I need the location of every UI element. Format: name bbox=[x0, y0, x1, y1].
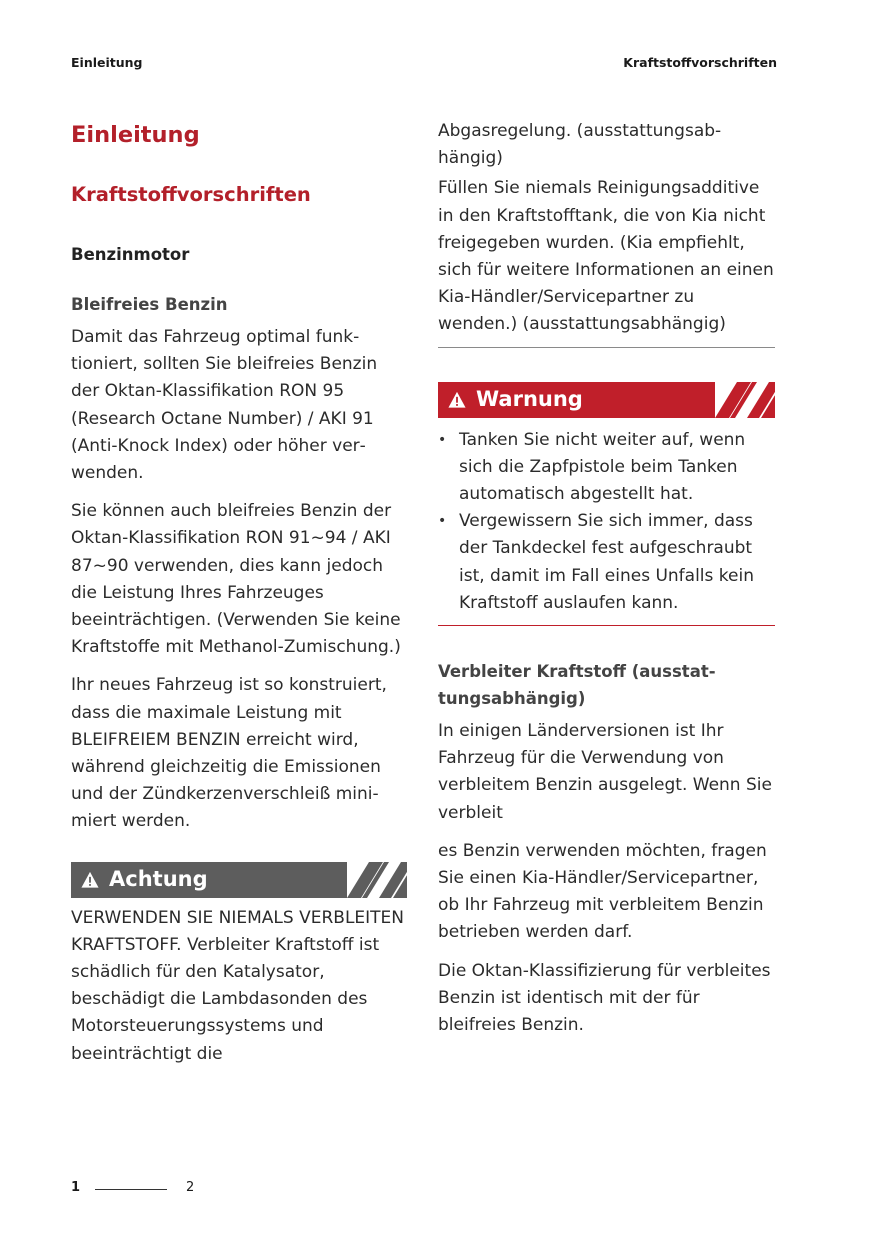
page-number-next: 2 bbox=[186, 1180, 195, 1195]
paragraph: Sie können auch bleifreies Benzin der Oktan-Klassifikation RON 91~94 / AKI 87~90 verwenden, dies kann jedoch die Leistung Ihres Fahrzeuges beeinträchtigen. (Verwenden Sie keine Kraftstoffe mit Methanol-Zumischung.) bbox=[71, 501, 401, 658]
paragraph: Die Oktan-Klassifizierung für verbleites Benzin ist identisch mit der für bleifreies Benzin. bbox=[438, 960, 771, 1036]
additive-paragraph: Füllen Sie niemals Reinigungsadditive in den Kraftstofftank, die von Kia nicht freigegeben wurden. (Kia empfiehlt, sich für weitere Informationen an einen Kia-Händler/Servicepartner zu wenden.) (ausstattungsabhängig) bbox=[438, 178, 774, 335]
left-column bbox=[71, 118, 407, 1079]
continued-paragraph: Abgasregelung. (ausstattungsabhängig) bbox=[438, 121, 722, 169]
divider bbox=[438, 347, 775, 348]
section-title: Kraftstoffvorschriften bbox=[71, 183, 311, 206]
paragraph: Damit das Fahrzeug optimal funktioniert, sollten Sie bleifreies Benzin der Oktan-Klassifikation RON 95 (Research Octane Number) / AKI 91 (Anti-Knock Index) oder höher verwenden. bbox=[71, 327, 378, 484]
warning-label: Warnung bbox=[476, 387, 583, 412]
leaded-fuel-heading: Verbleiter Kraftstoff (ausstattungsabhängig) bbox=[438, 662, 716, 709]
page-header bbox=[71, 55, 777, 75]
header-chapter: Einleitung bbox=[71, 55, 143, 70]
list-item: • Tanken Sie nicht weiter auf, wenn sich die Zapfpistole beim Tanken automatisch abgestellt hat. bbox=[438, 427, 775, 509]
slash-stripes-icon bbox=[715, 382, 775, 418]
list-item: • Vergewissern Sie sich immer, dass der Tankdeckel fest aufgeschraubt ist, damit im Fall eines Unfalls kein Kraftstoff auslaufen kann. bbox=[438, 508, 775, 617]
page-number: 1 bbox=[71, 1180, 81, 1195]
caution-label: Achtung bbox=[109, 867, 208, 892]
warning-list bbox=[438, 427, 775, 617]
paragraph: In einigen Länderversionen ist Ihr Fahrzeug für die Verwendung von verbleitem Benzin ausgelegt. Wenn Sie verbleit bbox=[438, 721, 772, 823]
chapter-title: Einleitung bbox=[71, 122, 200, 148]
subsubsection-title: Bleifreies Benzin bbox=[71, 295, 228, 314]
paragraph: Ihr neues Fahrzeug ist so konstruiert, dass die maximale Leistung mit BLEIFREIEM BENZIN erreicht wird, während gleichzeitig die Emissionen und der Zündkerzenverschleiß minimiert werden. bbox=[71, 675, 387, 832]
divider bbox=[438, 625, 775, 626]
warning-triangle-icon bbox=[448, 391, 466, 409]
caution-text: VERWENDEN SIE NIEMALS VERBLEITEN KRAFTSTOFF. Verbleiter Kraftstoff ist schädlich für den Katalysator, beschädigt die Lambdasonden des Motorsteuerungssystems und beeinträchtigt die bbox=[71, 907, 405, 1064]
footer-rule bbox=[95, 1189, 167, 1190]
warning-banner bbox=[438, 382, 775, 418]
subsection-title: Benzinmotor bbox=[71, 245, 190, 264]
warning-triangle-icon bbox=[81, 871, 99, 889]
right-column bbox=[438, 118, 775, 1050]
paragraph: es Benzin verwenden möchten, fragen Sie einen Kia-Händler/Servicepartner, ob Ihr Fahrzeug mit verbleitem Benzin betrieben werden darf. bbox=[438, 840, 767, 943]
header-section: Kraftstoffvorschriften bbox=[623, 55, 777, 70]
slash-stripes-icon bbox=[347, 862, 407, 898]
caution-banner bbox=[71, 862, 407, 898]
